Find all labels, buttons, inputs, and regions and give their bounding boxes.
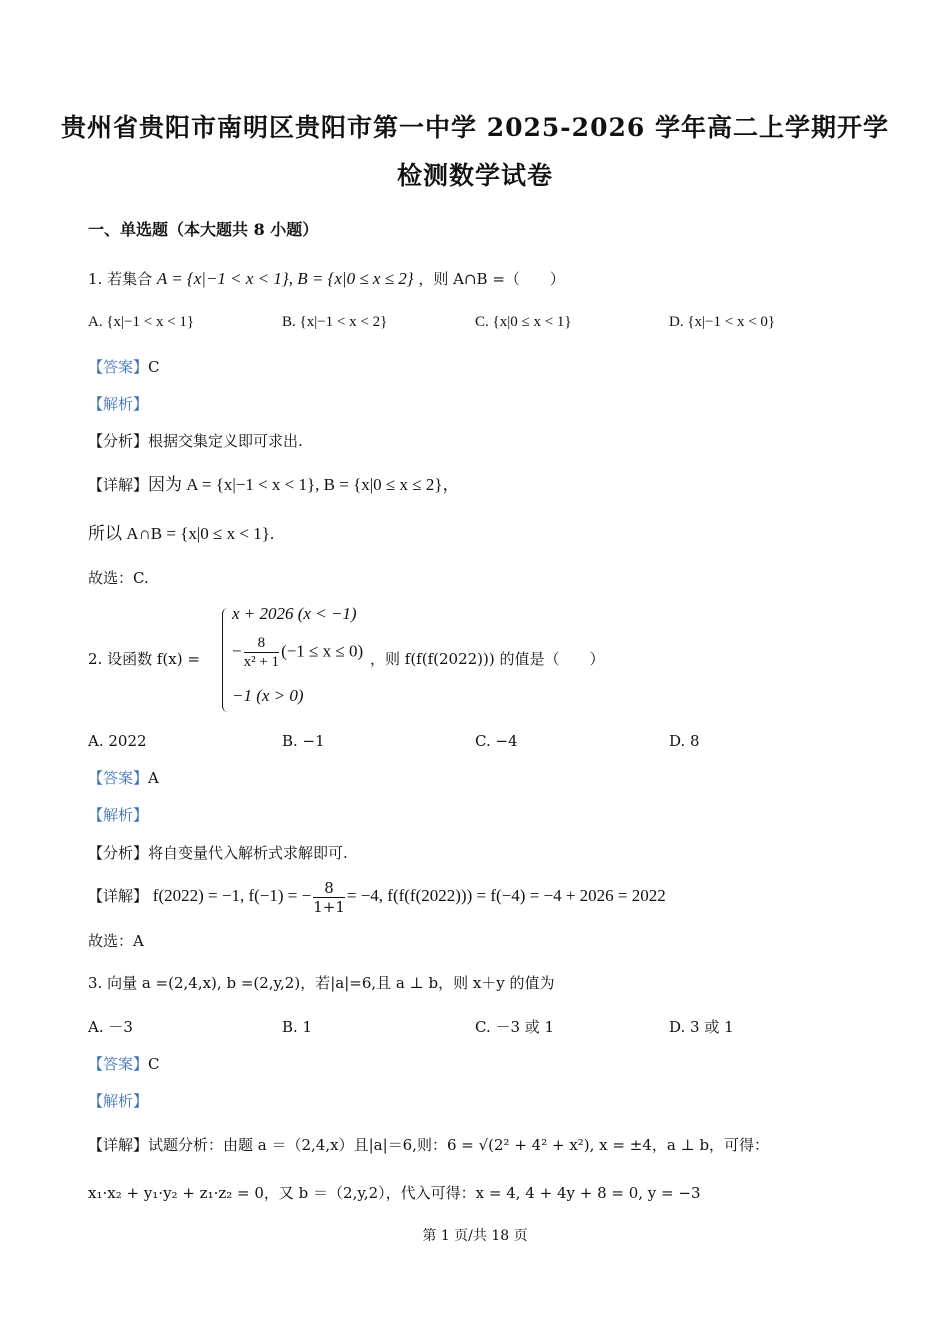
answer-value: A [148,769,159,787]
answer-value: C [148,1055,160,1073]
piece-2-cond: (−1 ≤ x ≤ 0) [281,641,364,661]
page-footer: 第 1 页/共 18 页 [422,1228,528,1244]
q1-stem [88,268,565,290]
q1-option-a: A. {x|−1 < x < 1} [88,314,195,330]
q1-conclusion: 故选：C. [88,569,149,587]
fenxi-tag: 【分析】 [88,844,149,862]
q1-stem-prefix: 1. 若集合 [88,270,153,288]
q2-stem-prefix: 2. 设函数 f(x) = [88,650,200,668]
xiangjie-numerator: 8 [313,879,345,898]
piece-2 [232,634,363,671]
q2-fenxi [88,842,348,864]
q2-conclusion: 故选：A [88,932,144,950]
q1-xiangjie [88,474,460,496]
fenxi-text: 将自变量代入解析式求解即可. [148,844,348,862]
q1-option-d: D. {x|−1 < x < 0} [669,314,776,330]
q1-analysis-tag: 【解析】 [88,395,149,413]
answer-tag: 【答案】 [88,1055,149,1073]
xiangjie-tag: 【详解】 [88,887,149,905]
q3-xiangjie [88,1134,769,1156]
piece-3: −1 (x > 0) [232,686,304,705]
xiangjie-part-a: f(2022) = −1, f(−1) = − [152,886,312,905]
xiangjie-tag: 【详解】 [88,1136,149,1154]
piece-2-sign: − [232,641,242,661]
answer-value: C [148,358,160,376]
xiangjie-denominator: 1+1 [313,897,345,916]
q3-option-c: C. －3 或 1 [475,1018,555,1036]
q2-answer [88,767,159,789]
q3-option-d: D. 3 或 1 [669,1018,734,1036]
q2-option-b: B. −1 [282,732,325,750]
xiangjie-tag: 【详解】 [88,476,149,494]
q3-option-a: A. －3 [88,1018,133,1036]
q1-option-b: B. {x|−1 < x < 2} [282,314,388,330]
q3-analysis-tag: 【解析】 [88,1092,149,1110]
q2-option-c: C. −4 [475,732,518,750]
q2-xiangjie [88,878,666,916]
q1-option-c: C. {x|0 ≤ x < 1} [475,314,572,330]
q3-answer [88,1053,160,1075]
doc-title-line1: 贵州省贵阳市南明区贵阳市第一中学 2025-2026 学年高二上学期开学 [61,113,889,142]
q1-fenxi [88,430,303,452]
piecewise-brace [222,608,231,712]
q3-option-b: B. 1 [282,1018,313,1036]
q1-answer [88,356,160,378]
q2-option-d: D. 8 [669,732,700,750]
answer-tag: 【答案】 [88,358,149,376]
q2-option-a: A. 2022 [88,732,147,750]
q2-analysis-tag: 【解析】 [88,806,149,824]
q2-stem-suffix: ，则 f(f(f(2022))) 的值是（ ） [370,650,605,668]
section-heading: 一、单选题（本大题共 8 小题） [88,220,319,239]
q3-step2: x₁·x₂ + y₁·y₂ + z₁·z₂ = 0，又 b ＝（2,y,2），代入可得：x = 4, 4 + 4y + 8 = 0, y = −3 [88,1184,701,1202]
fenxi-text: 根据交集定义即可求出. [148,432,303,450]
piece-2-fraction [244,634,279,671]
q3-stem: 3. 向量 a =(2,4,x), b =(2,y,2)，若|a|=6,且 a ⊥ b，则 x＋y 的值为 [88,974,555,992]
xiangjie-text: 因为 A = {x|−1 < x < 1}, B = {x|0 ≤ x ≤ 2}， [148,475,460,494]
fenxi-tag: 【分析】 [88,432,149,450]
xiangjie-text: 试题分析：由题 a ＝（2,4,x）且|a|＝6,则：6 = √(2² + 4² + x²), x = ±4，a ⊥ b，可得： [148,1136,770,1154]
q1-stem-math: A = {x|−1 < x < 1}, B = {x|0 ≤ x ≤ 2} [156,269,414,288]
answer-tag: 【答案】 [88,769,149,787]
piece-1: x + 2026 (x < −1) [232,604,357,623]
q1-step2: 所以 A∩B = {x|0 ≤ x < 1}. [88,524,275,543]
xiangjie-fraction [313,879,345,916]
xiangjie-part-b: = −4, f(f(f(2022))) = f(−4) = −4 + 2026 = 2022 [346,886,666,905]
q1-stem-suffix: ，则 A∩B =（ ） [418,270,565,288]
piece-2-numerator: 8 [244,634,279,653]
doc-title-line2: 检测数学试卷 [396,161,553,190]
piece-2-denominator: x² + 1 [243,654,280,670]
